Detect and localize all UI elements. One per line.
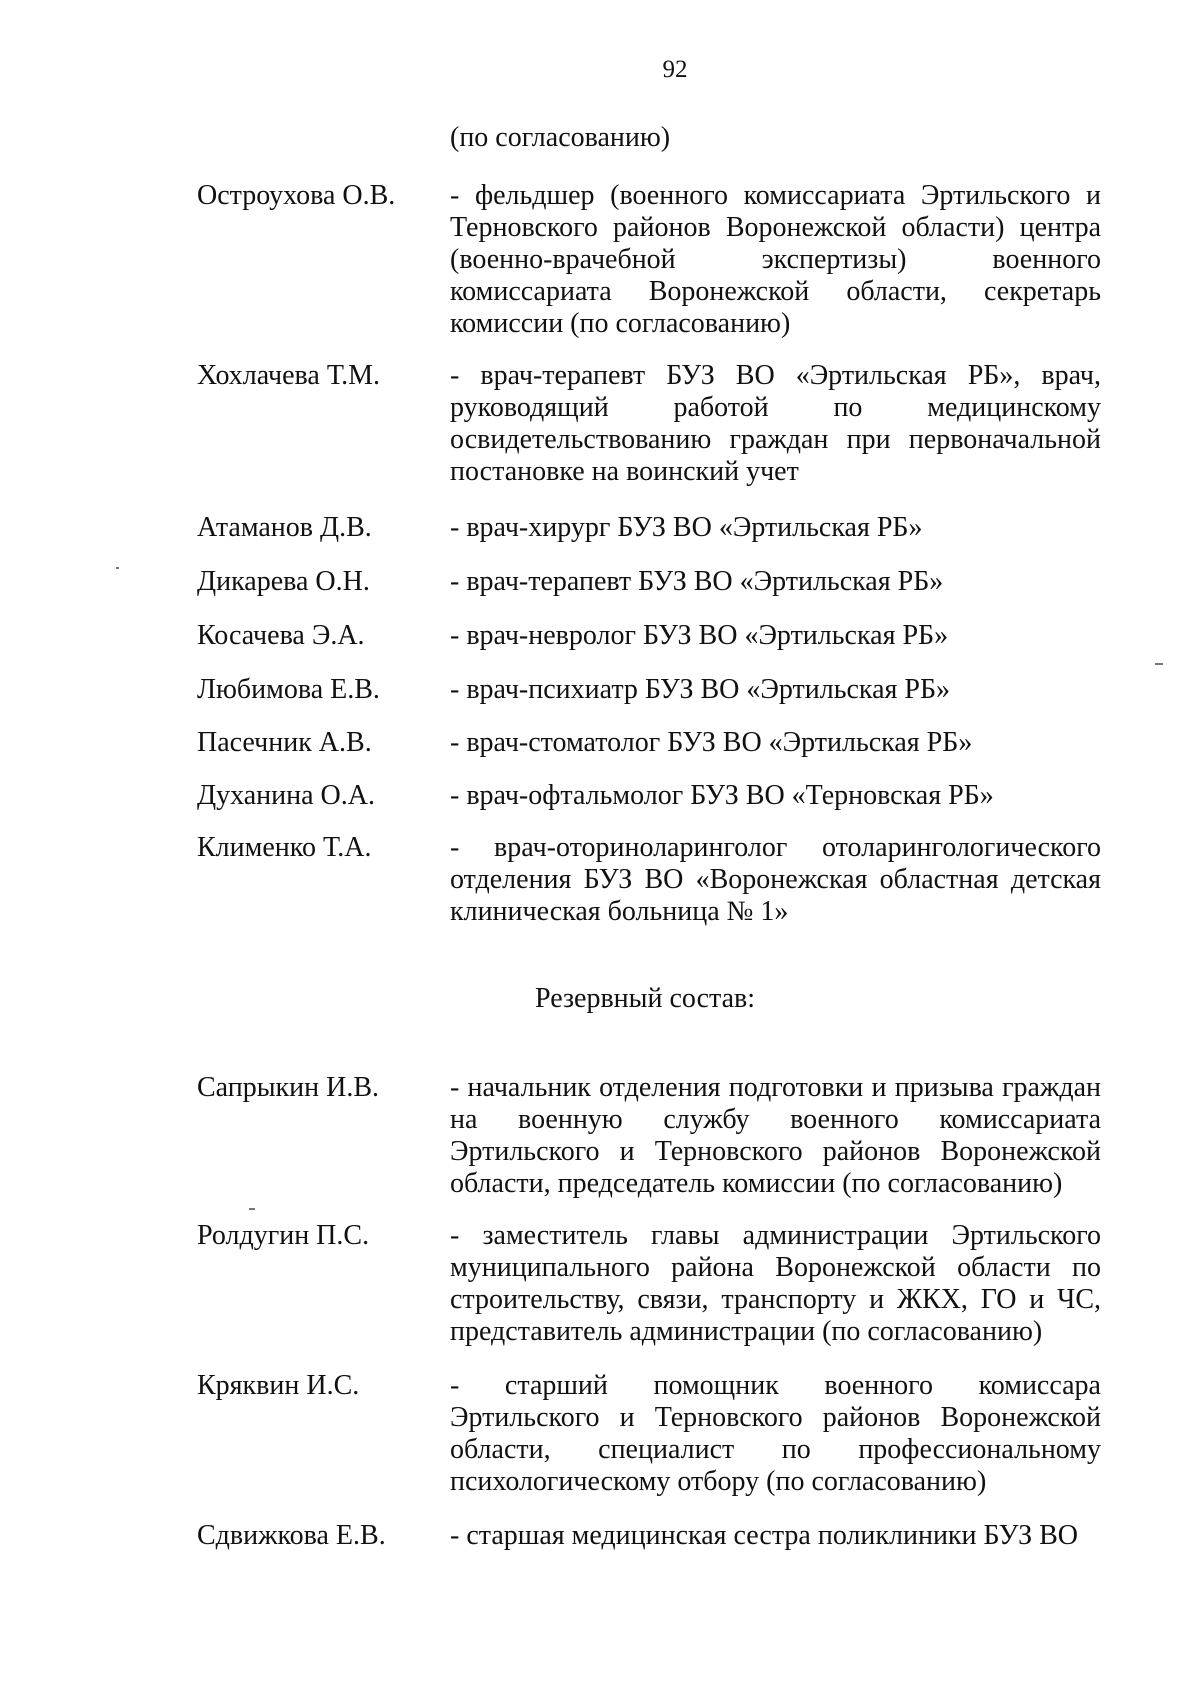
member-role: - врач-оториноларинголог отоларингологического отделения БУЗ ВО «Воронежская областная детская клиническая больница № 1» [450,832,1101,927]
member-name: Косачева Э.А. [197,620,365,651]
continued-text: (по согласованию) [450,122,671,153]
member-name: Духанина О.А. [197,780,375,811]
member-name: Дикарева О.Н. [197,566,370,597]
member-name: Любимова Е.В. [197,674,380,705]
member-role: - старший помощник военного комиссара Эртильского и Терновского районов Воронежской области, специалист по профессиональному психологическому отбору (по согласованию) [450,1370,1101,1497]
scan-speck [1155,663,1163,665]
member-role: - врач-терапевт БУЗ ВО «Эртильская РБ» [450,566,944,597]
member-name: Остроухова О.В. [197,180,396,211]
member-name: Ролдугин П.С. [197,1220,370,1251]
scan-speck [116,567,119,569]
member-role: - врач-стоматолог БУЗ ВО «Эртильская РБ» [450,727,973,758]
member-name: Сапрыкин И.В. [197,1072,379,1103]
member-name: Клименко Т.А. [197,832,372,863]
member-role: - врач-хирург БУЗ ВО «Эртильская РБ» [450,512,923,543]
scan-speck [249,1208,255,1210]
member-role: - врач-психиатр БУЗ ВО «Эртильская РБ» [450,674,951,705]
member-role: - заместитель главы администрации Эртильского муниципального района Воронежской области по строительству, связи, транспорту и ЖКХ, ГО и ЧС, представитель администрации (по согласованию) [450,1220,1101,1347]
page-number: 92 [662,56,688,83]
member-role: - начальник отделения подготовки и призыва граждан на военную службу военного комиссариата Эртильского и Терновского районов Воронежской области, председатель комиссии (по согласованию) [450,1072,1101,1199]
member-name: Атаманов Д.В. [197,512,372,543]
member-role: - врач-терапевт БУЗ ВО «Эртильская РБ», врач, руководящий работой по медицинскому освидетельствованию граждан при первоначальной постановке на воинский учет [450,360,1101,487]
reserve-section-title: Резервный состав: [534,983,756,1014]
member-name: Пасечник А.В. [197,727,372,758]
member-name: Кряквин И.С. [197,1370,360,1401]
member-role: - врач-офтальмолог БУЗ ВО «Терновская РБ» [450,780,994,811]
member-role: - старшая медицинская сестра поликлиники БУЗ ВО [450,1520,1078,1551]
member-name: Сдвижкова Е.В. [197,1520,386,1551]
member-role: - врач-невролог БУЗ ВО «Эртильская РБ» [450,620,949,651]
member-role: - фельдшер (военного комиссариата Эртильского и Терновского районов Воронежской области) центра (военно-врачебной экспертизы) военного комиссариата Воронежской области, секретарь комиссии (по согласованию) [450,180,1101,339]
member-name: Хохлачева Т.М. [197,360,381,391]
